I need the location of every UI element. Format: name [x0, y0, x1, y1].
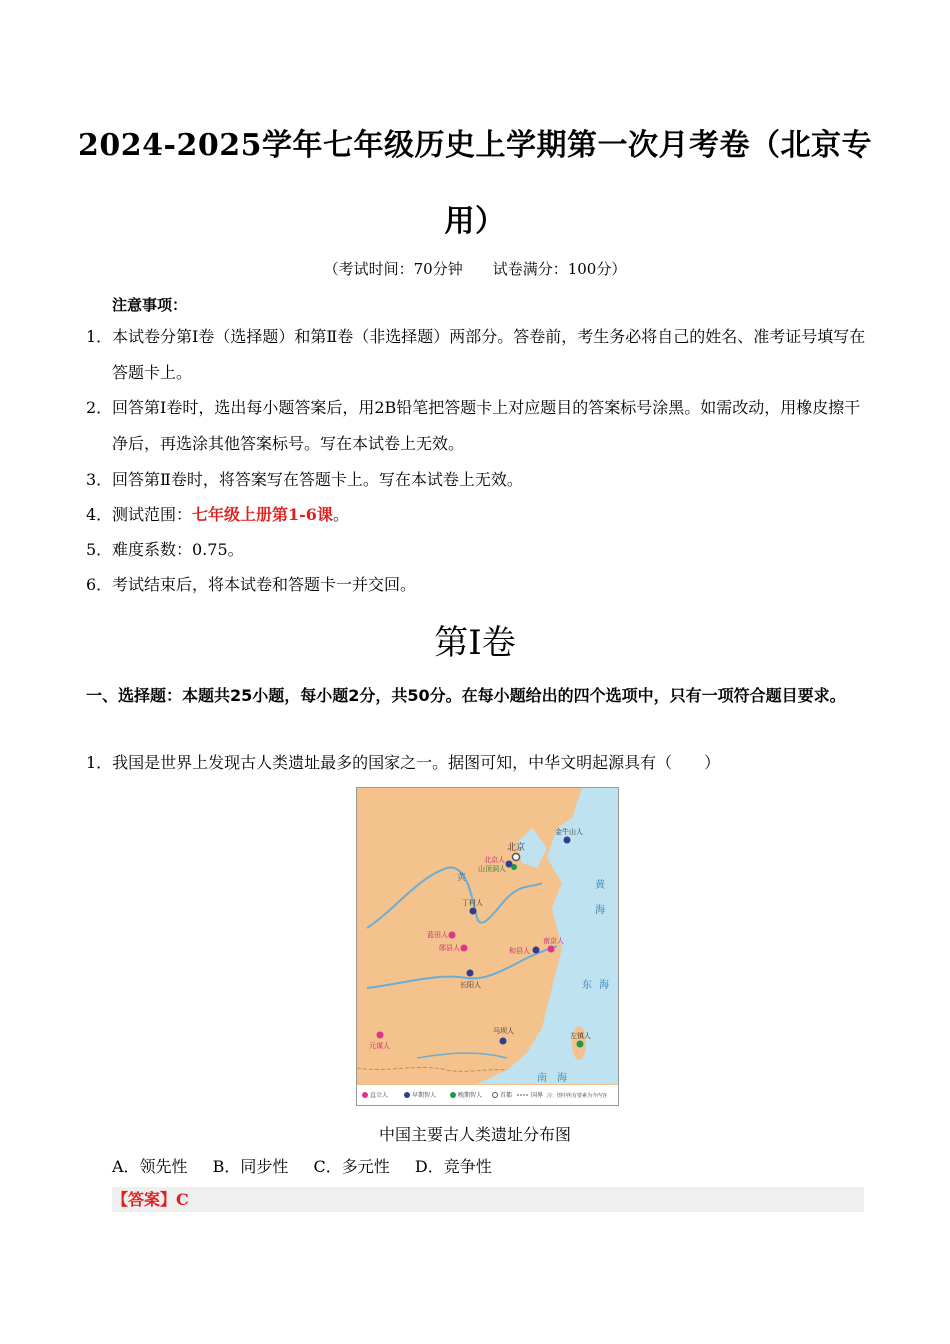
capital-label: 北京 [507, 843, 526, 853]
river-label: 黄 [457, 873, 467, 883]
notice-text: 难度系数：0.75。 [112, 540, 244, 559]
legend-label: 早期智人 [412, 1092, 437, 1099]
site-label: 北京人 [484, 856, 505, 864]
section-title: 第Ⅰ卷 [434, 623, 516, 663]
notice-heading: 注意事项： [112, 296, 188, 314]
question-text: 1．我国是世界上发现古人类遗址最多的国家之一。据图可知，中华文明起源具有（ ） [86, 753, 721, 772]
answer-label: 【答案】 [112, 1190, 177, 1209]
legend-label: 首都 [500, 1092, 513, 1099]
option-a[interactable]: A．领先性 [112, 1157, 188, 1176]
site-label: 丁村人 [462, 899, 483, 907]
site-label: 金牛山人 [555, 828, 583, 836]
sea-label: 南 [537, 1073, 547, 1084]
sea-label: 海 [599, 980, 609, 991]
sea-label: 黄 [595, 880, 605, 891]
legend-note: 注：图中所有要素为今内容 [547, 1093, 608, 1099]
notice-num: 1． [86, 327, 113, 346]
site-marker [462, 898, 483, 915]
part-title: 一、选择题：本题共25小题，每小题2分，共50分。在每小题给出的四个选项中，只有一项符合题目要求。 [86, 686, 846, 705]
option-c[interactable]: C．多元性 [313, 1157, 390, 1176]
legend-label: 晚期智人 [458, 1092, 483, 1099]
site-label: 山顶洞人 [478, 865, 506, 873]
sea-label: 海 [557, 1073, 567, 1084]
notice-num: 6． [86, 575, 113, 594]
site-label: 长阳人 [460, 981, 481, 989]
site-marker [427, 930, 456, 939]
site-marker [439, 943, 468, 952]
pearl-river [417, 1053, 507, 1058]
option-b[interactable]: B．同步性 [212, 1157, 289, 1176]
notice-text: 考试结束后，将本试卷和答题卡一并交回。 [112, 575, 417, 594]
sea-area [477, 788, 618, 1084]
test-scope-highlight: 七年级上册第1-6课 [192, 505, 333, 524]
notice-num: 4． [86, 505, 113, 524]
answer-box [112, 1187, 864, 1212]
site-label: 元谋人 [369, 1042, 390, 1050]
notice-text: 本试卷分第Ⅰ卷（选择题）和第Ⅱ卷（非选择题）两部分。答卷前，考生务必将自己的姓名、准考证号填写在答题卡上。 [112, 327, 866, 382]
site-marker [369, 1032, 390, 1051]
site-label: 南京人 [543, 937, 564, 945]
notice-item [86, 319, 866, 391]
map-caption: 中国主要古人类遗址分布图 [378, 1125, 571, 1144]
answer-options [112, 1154, 512, 1177]
notice-item [86, 497, 866, 533]
title-line-1: 2024-2025学年七年级历史上学期第一次月考卷（北京专 [78, 128, 872, 163]
legend-label: 直立人 [370, 1092, 389, 1099]
border-line [357, 1067, 507, 1071]
notice-item [86, 532, 866, 568]
notice-num: 2． [86, 398, 113, 417]
yellow-river [367, 868, 542, 928]
site-marker [493, 1026, 514, 1045]
notice-text-prefix: 测试范围： [112, 505, 193, 524]
sea-label: 海 [595, 905, 605, 916]
site-label: 左镇人 [570, 1032, 591, 1040]
notice-item [86, 462, 866, 498]
notice-item [86, 390, 866, 462]
notice-num: 3． [86, 470, 113, 489]
title-line-2: 用） [444, 204, 506, 239]
exam-info: （考试时间：70分钟 试卷满分：100分） [323, 260, 627, 278]
site-label: 和县人 [509, 947, 530, 955]
map-svg [357, 788, 618, 1105]
notice-item [86, 567, 866, 603]
notice-text-suffix: 。 [332, 505, 349, 524]
notice-text: 回答第Ⅰ卷时，选出每小题答案后，用2B铅笔把答题卡上对应题目的答案标号涂黑。如需改动，用橡皮擦干净后，再选涂其他答案标号。写在本试卷上无效。 [112, 398, 861, 453]
sea-label: 东 [582, 980, 592, 991]
site-label: 蓝田人 [427, 931, 448, 939]
legend-label: 国界 [531, 1092, 544, 1099]
ancient-sites-map [356, 787, 619, 1106]
capital-marker [513, 854, 520, 861]
notice-text: 回答第Ⅱ卷时，将答案写在答题卡上。写在本试卷上无效。 [112, 470, 523, 489]
site-label: 马坝人 [493, 1027, 514, 1035]
option-d[interactable]: D．竞争性 [414, 1157, 492, 1176]
site-label: 郧县人 [439, 944, 460, 952]
notice-num: 5． [86, 540, 113, 559]
answer-value: C [176, 1190, 189, 1209]
